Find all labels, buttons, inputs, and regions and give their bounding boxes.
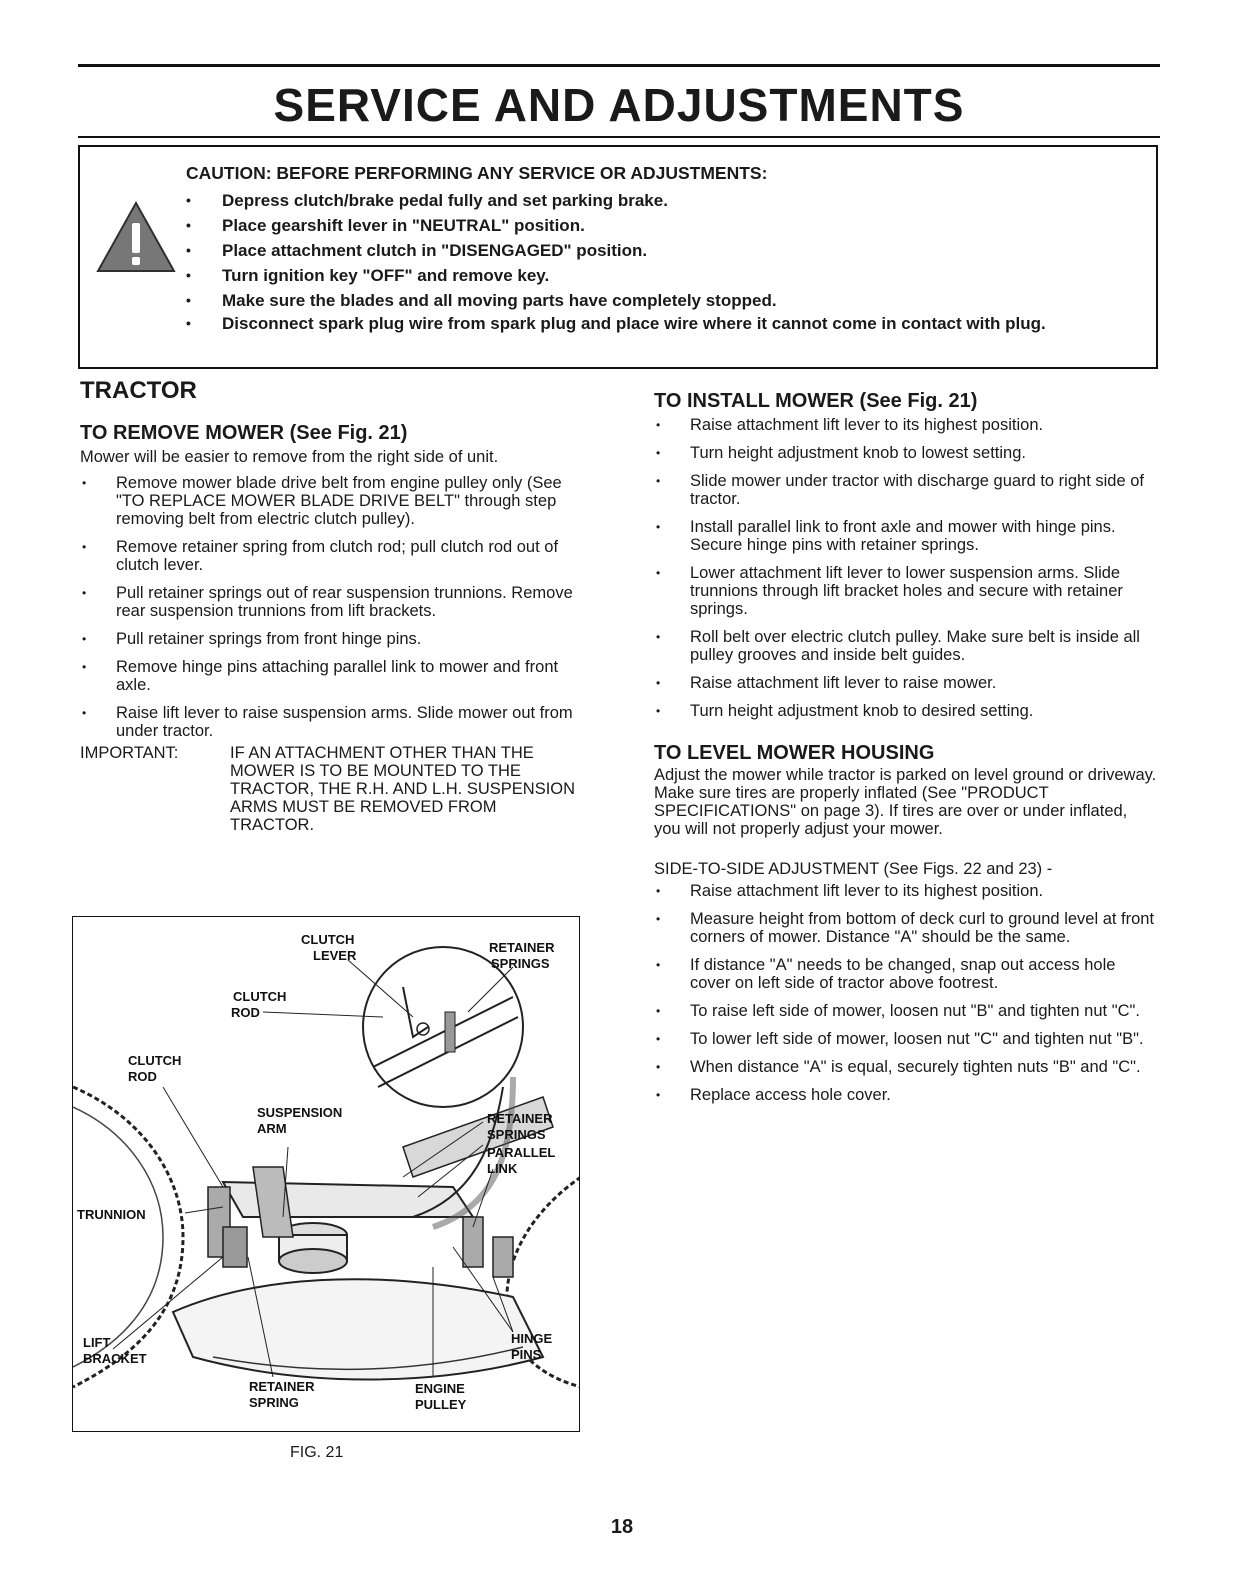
- label-hinge-pins-2: PINS: [511, 1347, 542, 1362]
- caution-item: • Make sure the blades and all moving parts have completely stopped.: [186, 291, 1146, 310]
- side-to-side-heading: SIDE-TO-SIDE ADJUSTMENT (See Figs. 22 and 23) -: [654, 860, 1053, 878]
- page-title: SERVICE AND ADJUSTMENTS: [273, 79, 965, 131]
- list-item: • Remove hinge pins attaching parallel link to mower and front axle.: [80, 658, 582, 694]
- mower-diagram: [73, 917, 580, 1432]
- label-clutch-lever-2: LEVER: [313, 948, 357, 963]
- label-suspension-arm-2: ARM: [257, 1121, 287, 1136]
- list-item: • Pull retainer springs out of rear suspension trunnions. Remove rear suspension trunnions from lift brackets.: [80, 584, 582, 620]
- install-steps-list: [654, 416, 1158, 720]
- label-engine-pulley-2: PULLEY: [415, 1397, 467, 1412]
- figure-21: [72, 916, 580, 1432]
- label-retainer-springs-top-2: SPRINGS: [491, 956, 550, 971]
- list-item: • If distance "A" needs to be changed, snap out access hole cover on left side of tractor above footrest.: [654, 956, 1158, 992]
- list-item: • Slide mower under tractor with discharge guard to right side of tractor.: [654, 472, 1158, 508]
- list-item: • To raise left side of mower, loosen nut "B" and tighten nut "C".: [654, 1002, 1158, 1020]
- list-item: • Raise attachment lift lever to its highest position.: [654, 416, 1158, 434]
- label-retainer-spring-1: RETAINER: [249, 1379, 315, 1394]
- caution-heading: CAUTION: BEFORE PERFORMING ANY SERVICE OR ADJUSTMENTS:: [186, 163, 768, 183]
- label-engine-pulley-1: ENGINE: [415, 1381, 465, 1396]
- list-item: • Lower attachment lift lever to lower suspension arms. Slide trunnions through lift bracket holes and secure with retainer springs.: [654, 564, 1158, 618]
- caution-box: [78, 145, 1158, 369]
- label-clutch-rod-a-2: ROD: [231, 1005, 260, 1020]
- remove-steps-list: [80, 474, 582, 740]
- list-item: • Remove retainer spring from clutch rod; pull clutch rod out of clutch lever.: [80, 538, 582, 574]
- list-item: • To lower left side of mower, loosen nut "C" and tighten nut "B".: [654, 1030, 1158, 1048]
- list-item: • Remove mower blade drive belt from engine pulley only (See "TO REPLACE MOWER BLADE DRIVE BELT" through step removing belt from electric clutch pulley).: [80, 474, 582, 528]
- list-item: • Roll belt over electric clutch pulley. Make sure belt is inside all pulley grooves and inside belt guides.: [654, 628, 1158, 664]
- install-mower-heading: TO INSTALL MOWER (See Fig. 21): [654, 390, 978, 412]
- label-retainer-springs-mid-1: RETAINER: [487, 1111, 553, 1126]
- remove-mower-intro: Mower will be easier to remove from the right side of unit.: [80, 448, 499, 466]
- caution-item: • Depress clutch/brake pedal fully and set parking brake.: [186, 191, 1146, 210]
- list-item: • Pull retainer springs from front hinge pins.: [80, 630, 582, 648]
- label-retainer-springs-mid-2: SPRINGS: [487, 1127, 546, 1142]
- list-item: • Replace access hole cover.: [654, 1086, 1158, 1104]
- label-clutch-lever-1: CLUTCH: [301, 932, 355, 947]
- label-lift-bracket-2: BRACKET: [83, 1351, 147, 1366]
- label-clutch-rod-a-1: CLUTCH: [233, 989, 287, 1004]
- list-item: • Raise attachment lift lever to raise mower.: [654, 674, 1158, 692]
- caution-list: [186, 191, 1146, 337]
- figure-caption: FIG. 21: [290, 1444, 344, 1461]
- caution-item: • Place gearshift lever in "NEUTRAL" position.: [186, 216, 1146, 235]
- label-retainer-spring-2: SPRING: [249, 1395, 299, 1410]
- label-clutch-rod-b-2: ROD: [128, 1069, 157, 1084]
- list-item: • Turn height adjustment knob to desired setting.: [654, 702, 1158, 720]
- title-rule: [78, 136, 1160, 138]
- left-column: [80, 377, 582, 834]
- list-item: • Raise lift lever to raise suspension arms. Slide mower out from under tractor.: [80, 704, 582, 740]
- label-lift-bracket-1: LIFT: [83, 1335, 111, 1350]
- top-rule: [78, 64, 1160, 67]
- label-trunnion: TRUNNION: [77, 1207, 146, 1222]
- important-label: IMPORTANT:: [80, 744, 179, 762]
- caution-item: • Disconnect spark plug wire from spark plug and place wire where it cannot come in contact with plug.: [186, 316, 1146, 331]
- remove-mower-heading: TO REMOVE MOWER (See Fig. 21): [80, 422, 408, 444]
- section-heading-tractor: TRACTOR: [80, 377, 197, 404]
- list-item: • Turn height adjustment knob to lowest setting.: [654, 444, 1158, 462]
- important-text: IF AN ATTACHMENT OTHER THAN THE MOWER IS TO BE MOUNTED TO THE TRACTOR, THE R.H. AND L.H. SUSPENSION ARMS MUST BE REMOVED FROM TRACTOR.: [230, 744, 576, 834]
- label-clutch-rod-b-1: CLUTCH: [128, 1053, 182, 1068]
- caution-item: • Turn ignition key "OFF" and remove key.: [186, 266, 1146, 285]
- level-mower-heading: TO LEVEL MOWER HOUSING: [654, 742, 935, 764]
- list-item: • Raise attachment lift lever to its highest position.: [654, 882, 1158, 900]
- page-number: 18: [610, 1516, 634, 1538]
- right-column: [654, 392, 1158, 1114]
- list-item: • Install parallel link to front axle and mower with hinge pins. Secure hinge pins with retainer springs.: [654, 518, 1158, 554]
- side-steps-list: [654, 882, 1158, 1104]
- important-note: [80, 744, 582, 834]
- list-item: • Measure height from bottom of deck curl to ground level at front corners of mower. Distance "A" should be the same.: [654, 910, 1158, 946]
- caution-item: • Place attachment clutch in "DISENGAGED" position.: [186, 241, 1146, 260]
- label-retainer-springs-top-1: RETAINER: [489, 940, 555, 955]
- list-item: • When distance "A" is equal, securely tighten nuts "B" and "C".: [654, 1058, 1158, 1076]
- label-hinge-pins-1: HINGE: [511, 1331, 553, 1346]
- warning-triangle-icon: [96, 201, 176, 273]
- label-parallel-link-1: PARALLEL: [487, 1145, 556, 1160]
- label-suspension-arm-1: SUSPENSION: [257, 1105, 343, 1120]
- level-mower-intro: Adjust the mower while tractor is parked on level ground or driveway. Make sure tires are properly inflated (See "PRODUCT SPECIFICATIONS" on page 3). If tires are over or under inflated, you will not properly adjust your mower.: [654, 766, 1157, 838]
- label-parallel-link-2: LINK: [487, 1161, 518, 1176]
